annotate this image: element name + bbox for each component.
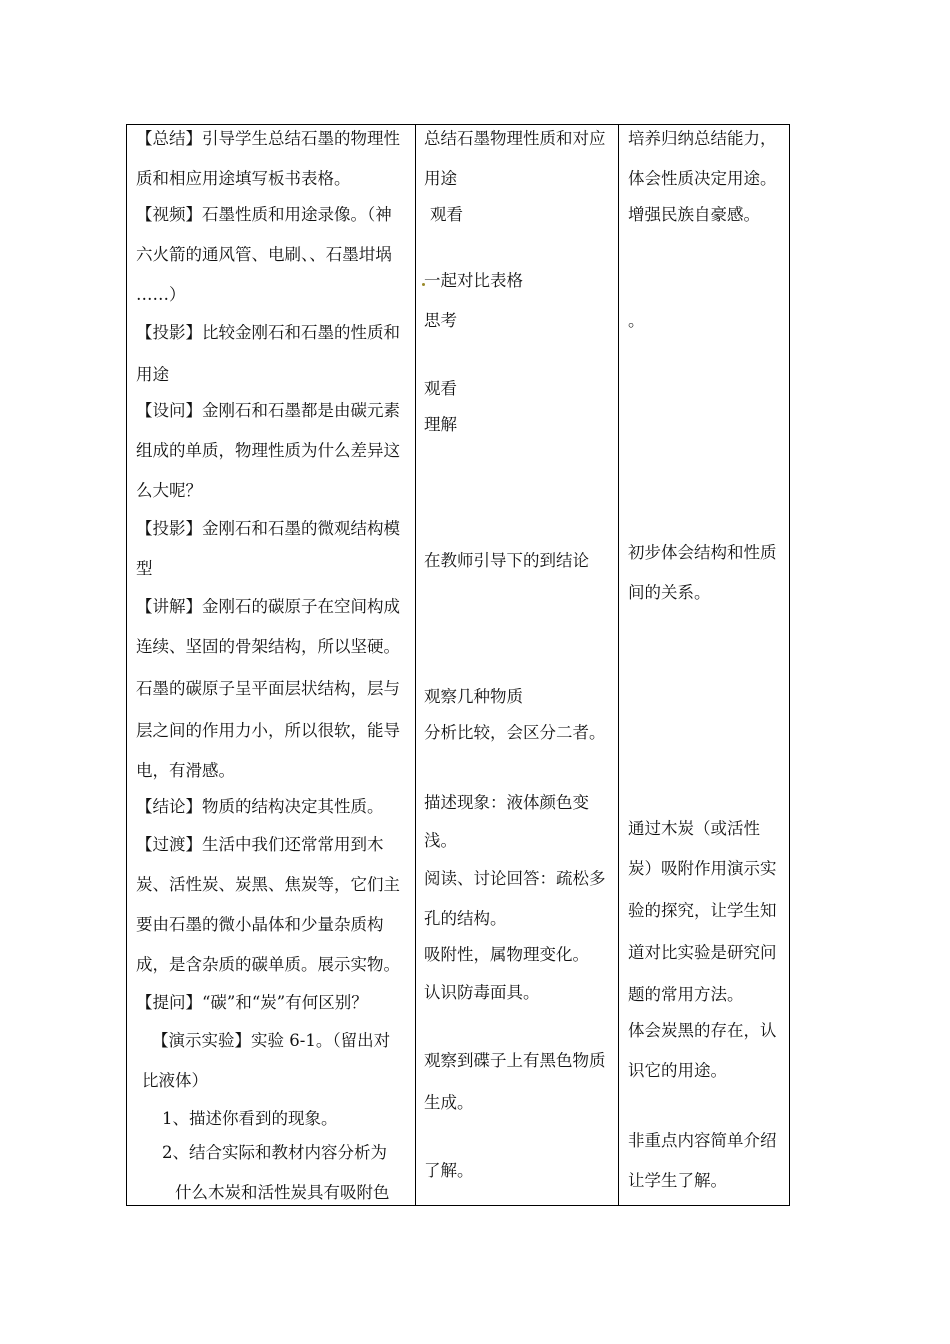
student-activity-line: 观看	[424, 379, 457, 398]
teacher-activity-line: 么大呢？	[136, 481, 202, 500]
student-activity-line: 理解	[424, 415, 457, 434]
student-activity-line: 观看	[430, 205, 463, 224]
teacher-activity-line: 要由石墨的微小晶体和少量杂质构	[136, 915, 384, 934]
teacher-activity-line: 质和相应用途填写板书表格。	[136, 169, 351, 188]
student-activity-line: 了解。	[424, 1161, 474, 1180]
design-intent-line: 培养归纳总结能力，	[628, 129, 777, 148]
teacher-activity-line: 成，是含杂质的碳单质。展示实物。	[136, 955, 400, 974]
teacher-activity-line: 【投影】金刚石和石墨的微观结构模	[136, 519, 400, 538]
teacher-activity-line: 1、描述你看到的现象。	[162, 1109, 338, 1128]
design-intent-line: 体会性质决定用途。	[628, 169, 777, 188]
teacher-activity-line: 【投影】比较金刚石和石墨的性质和	[136, 323, 400, 342]
teacher-activity-line: 【总结】引导学生总结石墨的物理性	[136, 129, 400, 148]
design-intent-line: 题的常用方法。	[628, 985, 744, 1004]
student-activity-line: 用途	[424, 169, 457, 188]
teacher-activity-line: ……）	[136, 285, 186, 304]
design-intent-line: 体会炭黑的存在，认	[628, 1021, 777, 1040]
design-intent-line: 增强民族自豪感。	[628, 205, 760, 224]
student-activity-line: 描述现象：液体颜色变	[424, 793, 589, 812]
design-intent-line: 炭）吸附作用演示实	[628, 859, 777, 878]
student-activity-line: 孔的结构。	[424, 909, 507, 928]
teacher-activity-line: 【讲解】金刚石的碳原子在空间构成	[136, 597, 400, 616]
teacher-activity-line: 六火箭的通风管、电刷、、石墨坩埚	[136, 245, 392, 264]
teacher-activity-line: 【过渡】生活中我们还常常用到木	[136, 835, 384, 854]
student-activity-line: 阅读、讨论回答：疏松多	[424, 869, 606, 888]
student-activity-line: 观察几种物质	[424, 687, 523, 706]
teacher-activity-line: 【视频】石墨性质和用途录像。（神	[136, 205, 392, 224]
teacher-activity-line: 石墨的碳原子呈平面层状结构，层与	[136, 679, 400, 698]
column-divider	[415, 125, 416, 1205]
teacher-activity-line: 组成的单质，物理性质为什么差异这	[136, 441, 400, 460]
teacher-activity-line: 用途	[136, 365, 169, 384]
student-activity-line: 总结石墨物理性质和对应	[424, 129, 606, 148]
design-intent-line: 让学生了解。	[628, 1171, 727, 1190]
teacher-activity-line: 连续、坚固的骨架结构，所以坚硬。	[136, 637, 400, 656]
design-intent-line: 非重点内容简单介绍	[628, 1131, 777, 1150]
teacher-activity-line: 炭、活性炭、炭黑、焦炭等，它们主	[136, 875, 400, 894]
teacher-activity-line: 电，有滑感。	[136, 761, 235, 780]
column-divider	[618, 125, 619, 1205]
student-activity-line: 吸附性，属物理变化。	[424, 945, 589, 964]
student-activity-line: 观察到碟子上有黑色物质	[424, 1051, 606, 1070]
student-activity-line: 一起对比表格	[424, 271, 523, 290]
student-activity-line: 在教师引导下的到结论	[424, 551, 589, 570]
lesson-table	[126, 124, 790, 1206]
teacher-activity-line: 【结论】物质的结构决定其性质。	[136, 797, 384, 816]
design-intent-line: 通过木炭（或活性	[628, 819, 760, 838]
teacher-activity-line: 层之间的作用力小，所以很软，能导	[136, 721, 400, 740]
design-intent-line: 验的探究，让学生知	[628, 901, 777, 920]
teacher-activity-line: 【演示实验】实验 6-1。（留出对	[152, 1031, 391, 1050]
student-activity-line: 思考	[424, 311, 457, 330]
design-intent-line: 初步体会结构和性质	[628, 543, 777, 562]
teacher-activity-line: 型	[136, 559, 153, 578]
design-intent-line: 。	[628, 311, 645, 330]
design-intent-line: 道对比实验是研究问	[628, 943, 777, 962]
teacher-activity-line: 比液体）	[142, 1071, 208, 1090]
teacher-activity-line: 什么木炭和活性炭具有吸附色	[175, 1183, 390, 1202]
design-intent-line: 识它的用途。	[628, 1061, 727, 1080]
student-activity-line: 生成。	[424, 1093, 474, 1112]
student-activity-line: 分析比较，会区分二者。	[424, 723, 606, 742]
teacher-activity-line: 2、结合实际和教材内容分析为	[162, 1143, 387, 1162]
design-intent-line: 间的关系。	[628, 583, 711, 602]
teacher-activity-line: 【提问】“碳”和“炭”有何区别？	[136, 993, 368, 1012]
teacher-activity-line: 【设问】金刚石和石墨都是由碳元素	[136, 401, 400, 420]
student-activity-line: 浅。	[424, 831, 457, 850]
student-activity-line: 认识防毒面具。	[424, 983, 540, 1002]
